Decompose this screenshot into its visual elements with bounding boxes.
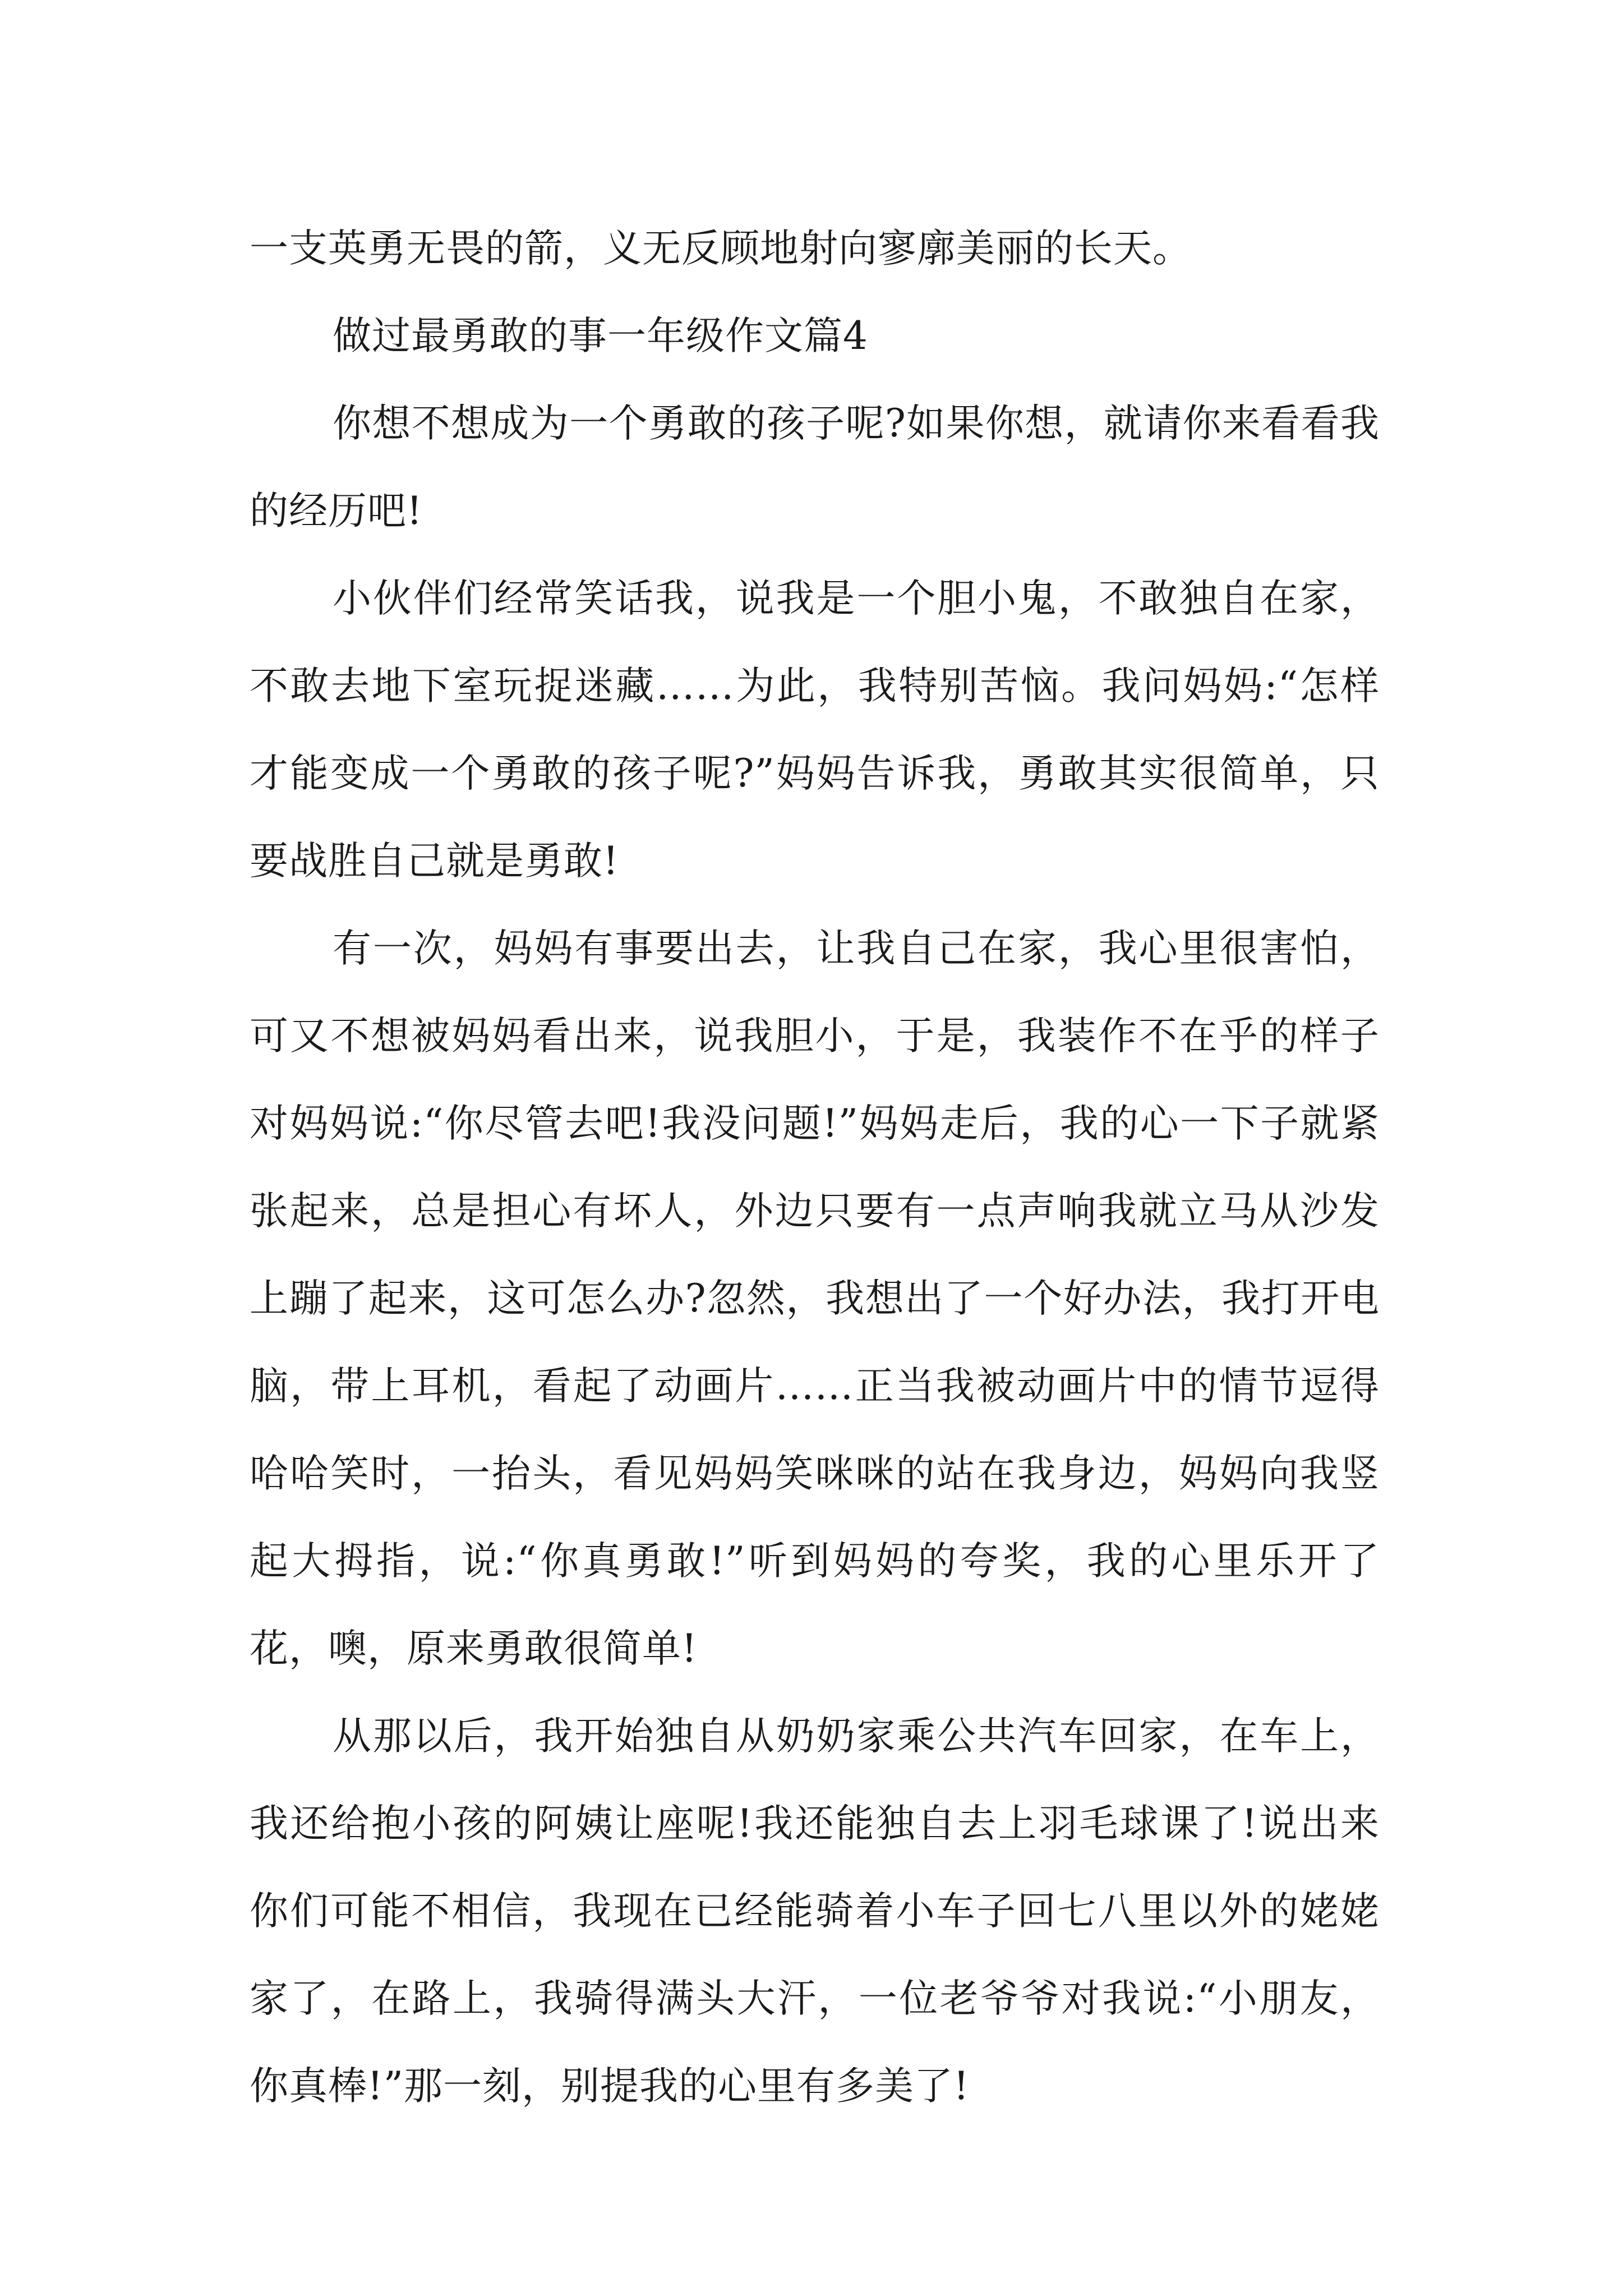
paragraph: 从那以后，我开始独自从奶奶家乘公共汽车回家，在车上，我还给抱小孩的阿姨让座呢!我还能独自去上羽毛球课了!说出来你们可能不相信，我现在已经能骑着小车子回七八里以外的姥姥家了，在路上，我骑得满头大汗，一位老爷爷对我说:“小朋友，你真棒!”那一刻，别提我的心里有多美了! (250, 1714, 1380, 2109)
document-page (250, 205, 1380, 2130)
section-heading: 做过最勇敢的事一年级作文篇4 (333, 314, 868, 358)
paragraph: 小伙伴们经常笑话我，说我是一个胆小鬼，不敢独自在家，不敢去地下室玩捉迷藏……为此，我特别苦恼。我问妈妈:“怎样才能变成一个勇敢的孩子呢?”妈妈告诉我，勇敢其实很简单，只要战胜自己就是勇敢! (250, 576, 1380, 884)
paragraph: 你想不想成为一个勇敢的孩子呢?如果你想，就请你来看看我的经历吧! (250, 401, 1380, 533)
paragraph-continuation: 一支英勇无畏的箭，义无反顾地射向寥廓美丽的长天。 (250, 226, 1192, 271)
paragraph: 有一次，妈妈有事要出去，让我自己在家，我心里很害怕，可又不想被妈妈看出来，说我胆小，于是，我装作不在乎的样子对妈妈说:“你尽管去吧!我没问题!”妈妈走后，我的心一下子就紧张起来，总是担心有坏人，外边只要有一点声响我就立马从沙发上蹦了起来，这可怎么办?忽然，我想出了一个好办法，我打开电脑，带上耳机，看起了动画片……正当我被动画片中的情节逗得哈哈笑时，一抬头，看见妈妈笑咪咪的站在我身边，妈妈向我竖起大拇指，说:“你真勇敢!”听到妈妈的夸奖，我的心里乐开了花，噢，原来勇敢很简单! (250, 926, 1380, 1671)
